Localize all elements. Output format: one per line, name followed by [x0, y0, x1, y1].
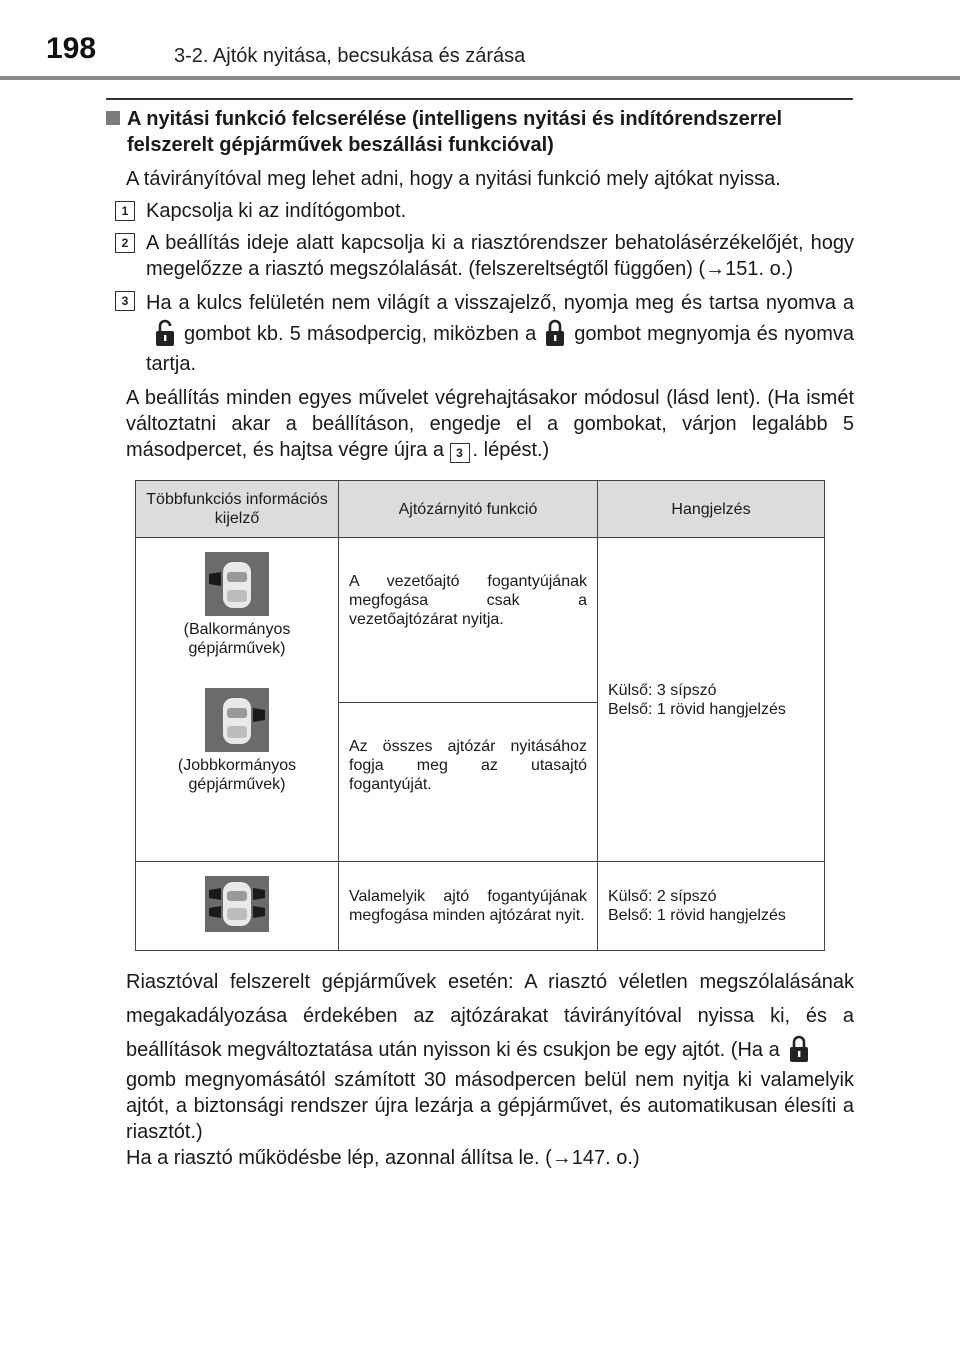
intro-text: A távirányítóval meg lehet adni, hogy a nyitási funkció mely ajtókat nyissa.: [126, 168, 781, 190]
header-rule: [0, 76, 960, 80]
step3-text-c: gombot megnyomja és nyomva tartja.: [146, 323, 854, 375]
alarm-paragraph: [126, 965, 854, 1171]
driver-door-display-icon: [205, 552, 269, 616]
step-2: [115, 230, 854, 282]
step-1: [115, 198, 854, 224]
display-cell-all: [136, 862, 339, 951]
rhd-caption: (Jobbkormányos gépjárművek): [177, 757, 297, 793]
sound-external: Külső: 2 sípszó: [608, 888, 717, 905]
function-b: Az összes ajtózár nyitásához fogja meg az utasajtó fogantyúját.: [339, 703, 598, 862]
after-text-a: A beállítás minden egyes művelet végrehajtásakor módosul (lásd lent). (Ha ismét változtatni akar a beállításon, engedje el a gombokat, várjon legalább 5 másodpercet, és hajtsa végre újra a: [126, 387, 854, 461]
step-number: 2: [115, 233, 135, 253]
function-a: A vezetőajtó fogantyújának megfogása csak a vezetőajtózárat nyitja.: [339, 538, 598, 703]
step3-text-b: gombot kb. 5 másodpercig, miközben a: [184, 323, 537, 345]
unlock-icon: [154, 318, 176, 348]
section-divider: [106, 98, 853, 100]
heading-text: A nyitási funkció felcserélése (intelligens nyitási és indítórendszerrel felszerelt gépjárművek beszállási funkcióval): [127, 108, 783, 156]
alarm-text-a: Riasztóval felszerelt gépjárművek esetén: A riasztó véletlen megszólalásának megakadályozása érdekében az ajtózárakat távirányítóval nyissa ki, és a beállítások megváltoztatása után nyisson ki és csukjon be egy ajtót. (Ha a: [126, 971, 854, 1061]
sound-internal: Belső: 1 rövid hangjelzés: [608, 907, 786, 924]
table-header-row: [136, 481, 825, 538]
step-text: [146, 288, 854, 379]
alarm-text-3: Ha a riasztó működésbe lép, azonnal állítsa le. (→147. o.): [126, 1147, 640, 1169]
all-doors-display-icon: [205, 876, 269, 932]
alarm-text-1: [126, 965, 854, 1067]
after-text: [126, 385, 854, 463]
heading-bullet-icon: [106, 111, 120, 125]
alarm-text-2: gomb megnyomásától számított 30 másodpercen belül nem nyitja ki valamelyik ajtót, a biztonsági rendszer újra lezárja a gépjárművet, és automatikusan élesíti a riasztót.): [126, 1069, 854, 1143]
lock-icon: [788, 1034, 810, 1064]
col-display: Többfunkciós információs kijelző: [136, 481, 339, 538]
sound-internal: Belső: 1 rövid hangjelzés: [608, 700, 786, 718]
section-heading: [106, 106, 854, 158]
settings-table: [135, 480, 825, 951]
table-row: [136, 538, 825, 703]
sound-cell-2: [598, 862, 825, 951]
step-3: [115, 288, 854, 379]
rhd-door-display-icon: [205, 688, 269, 752]
step-number: 3: [115, 291, 135, 311]
display-cell: [136, 538, 339, 862]
step-number: 1: [115, 201, 135, 221]
lhd-caption: (Balkormányos gépjárművek): [183, 621, 291, 657]
content: [106, 106, 854, 1171]
function-all: Valamelyik ajtó fogantyújának megfogása minden ajtózárat nyit.: [339, 862, 598, 951]
step-text: Kapcsolja ki az indítógombot.: [146, 200, 407, 222]
table-row: [136, 862, 825, 951]
section-title: 3-2. Ajtók nyitása, becsukása és zárása: [174, 45, 526, 67]
page-number: 198: [46, 32, 97, 65]
lock-icon: [544, 318, 566, 348]
step-text: A beállítás ideje alatt kapcsolja ki a riasztórendszer behatolásérzékelőjét, hogy megelőzze a riasztó megszólalását. (felszereltségtől függően) (→151. o.): [146, 232, 854, 280]
sound-external: Külső: 3 sípszó: [608, 681, 717, 699]
step3-text-a: Ha a kulcs felületén nem világít a visszajelző, nyomja meg és tartsa nyomva a: [146, 292, 854, 314]
step-ref-3: 3: [450, 443, 470, 463]
col-function: Ajtózárnyitó funkció: [339, 481, 598, 538]
after-text-b: . lépést.): [472, 439, 550, 461]
sound-cell-1: [598, 538, 825, 862]
col-sound: Hangjelzés: [598, 481, 825, 538]
